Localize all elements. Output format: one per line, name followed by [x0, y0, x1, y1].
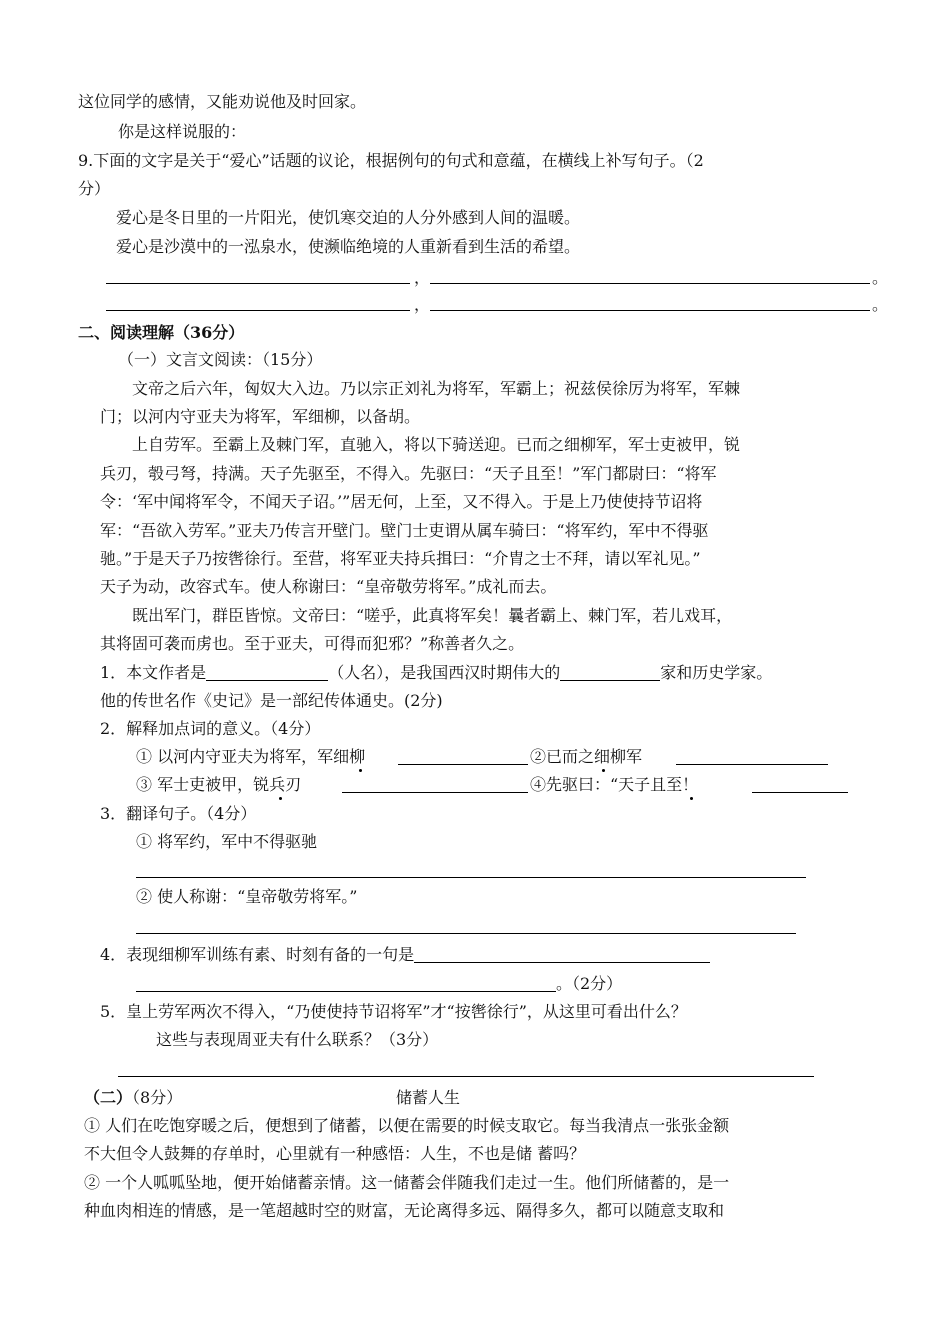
q2-item-1: ① 以河内守亚夫为将军，军细柳: [136, 747, 366, 766]
q9-period-1: 。: [872, 268, 889, 287]
passage-p2-line-4: 军：“吾欲入劳军。”亚夫乃传言开壁门。壁门士吏谓从属车骑曰：“将军约，军中不得驱: [100, 521, 709, 540]
article-p2-line-2: 种血肉相连的情感，是一笔超越时空的财富，无论离得多远、隔得多久，都可以随意支取和: [84, 1201, 725, 1220]
passage-p3-line-2: 其将固可袭而虏也。至于亚夫，可得而犯邪？”称善者久之。: [100, 634, 525, 653]
q4-prompt: [100, 943, 710, 967]
q2-title: 2．解释加点词的意义。（4分）: [100, 719, 321, 738]
q5-answer[interactable]: [118, 1076, 814, 1077]
emphasis-dot-2: [602, 769, 605, 772]
q4-answer-1[interactable]: [414, 944, 710, 963]
part-2-label: （二）: [84, 1088, 133, 1107]
article-p1-line-1: ① 人们在吃饱穿暖之后，便想到了储蓄，以便在需要的时候支取它。每当我清点一张张金额: [84, 1116, 730, 1135]
q3-answer-1[interactable]: [136, 877, 806, 878]
article-title: 储蓄人生: [396, 1088, 461, 1107]
passage-p1-line-1: 文帝之后六年，匈奴大入边。乃以宗正刘礼为将军，军霸上；祝兹侯徐厉为将军，军棘: [132, 379, 741, 398]
article-p2-line-1: ② 一个人呱呱坠地，便开始储蓄亲情。这一储蓄会伴随我们走过一生。他们所储蓄的，是一: [84, 1173, 730, 1192]
emphasis-dot-4: [690, 797, 693, 800]
article-p1-line-2: 不大但令人鼓舞的存单时，心里就有一种感悟：人生，不也是储 蓄吗？: [84, 1144, 586, 1163]
q1-suffix: 家和历史学家。: [660, 663, 773, 682]
q9-example-2: 爱心是沙漠中的一泓泉水，使濒临绝境的人重新看到生活的希望。: [116, 237, 581, 256]
top-line-2: 你是这样说服的：: [118, 122, 247, 141]
q3-answer-2[interactable]: [136, 933, 796, 934]
q9-period-2: 。: [872, 295, 889, 314]
passage-p2-line-6: 天子为动，改容式车。使人称谢曰：“皇帝敬劳将军。”成礼而去。: [100, 577, 557, 596]
q2-answer-1[interactable]: [398, 764, 528, 765]
passage-p2-line-5: 驰。”于是天子乃按辔徐行。至营，将军亚夫持兵揖曰：“介胄之士不拜，请以军礼见。”: [100, 549, 701, 568]
top-line-1: 这位同学的感情，又能劝说他及时回家。: [78, 92, 367, 111]
q9-comma-1: ，: [414, 268, 431, 287]
q5-line-2: 这些与表现周亚夫有什么联系？（3分）: [156, 1030, 439, 1049]
part-2-score: （8分）: [132, 1088, 183, 1107]
q2-item-4: ④先驱曰：“天子且至！: [530, 775, 699, 794]
q9-answer-line-2b[interactable]: [430, 310, 870, 311]
q4-text: 4．表现细柳军训练有素、时刻有备的一句是: [100, 945, 415, 964]
q1-prefix: 1．本文作者是: [100, 663, 207, 682]
q2-answer-3[interactable]: [342, 792, 528, 793]
q1-author-blank[interactable]: [206, 662, 328, 681]
q9-example-1: 爱心是冬日里的一片阳光，使饥寒交迫的人分外感到人间的温暖。: [116, 208, 581, 227]
passage-p2-line-3: 令：‘军中闻将军令，不闻天子诏。’”居无何，上至，又不得入。于是上乃使使持节诏将: [100, 492, 703, 511]
q9-answer-line-1a[interactable]: [106, 283, 410, 284]
q1-line-1: [100, 661, 772, 685]
q1-line-2: 他的传世名作《史记》是一部纪传体通史。(2分): [100, 691, 443, 710]
q4-answer-2[interactable]: [136, 973, 556, 992]
q2-answer-4[interactable]: [752, 792, 848, 793]
q4-score: 。（2分）: [556, 974, 623, 993]
q1-profession-blank[interactable]: [560, 662, 660, 681]
passage-p2-line-1: 上自劳军。至霸上及棘门军，直驰入，将以下骑送迎。已而之细柳军，军士吏被甲，锐: [132, 435, 741, 454]
q1-middle: （人名），是我国西汉时期伟大的: [328, 663, 561, 682]
q3-item-1: ① 将军约，军中不得驱驰: [136, 832, 318, 851]
q3-item-2: ② 使人称谢：“皇帝敬劳将军。”: [136, 887, 358, 906]
passage-p2-line-2: 兵刃，彀弓弩，持满。天子先驱至，不得入。先驱曰：“天子且至！”军门都尉曰：“将军: [100, 464, 717, 483]
q4-line-2: [136, 972, 622, 996]
emphasis-dot-3: [279, 797, 282, 800]
q9-answer-line-2a[interactable]: [106, 310, 410, 311]
q3-title: 3．翻译句子。（4分）: [100, 804, 257, 823]
q2-item-2: ②已而之细柳军: [530, 747, 643, 766]
q9-answer-line-1b[interactable]: [430, 283, 870, 284]
q2-item-3: ③ 军士吏被甲，锐兵刃: [136, 775, 302, 794]
q2-answer-2[interactable]: [676, 764, 828, 765]
passage-p1-line-2: 门；以河内守亚夫为将军，军细柳，以备胡。: [100, 407, 421, 426]
passage-p3-line-1: 既出军门，群臣皆惊。文帝曰：“嗟乎，此真将军矣！曩者霸上、棘门军，若儿戏耳，: [132, 606, 733, 625]
emphasis-dot-1: [359, 769, 362, 772]
part-2-heading: [84, 1086, 182, 1110]
q9-comma-2: ，: [414, 295, 431, 314]
q9-prompt-1: 9.下面的文字是关于“爱心”话题的议论，根据例句的句式和意蕴，在横线上补写句子。（2: [78, 151, 704, 170]
q9-prompt-2: 分）: [78, 179, 111, 198]
classical-reading-title: （一）文言文阅读：（15分）: [118, 350, 323, 369]
q5-line-1: 5．皇上劳军两次不得入，“乃使使持节诏将军”才“按辔徐行”，从这里可看出什么？: [100, 1002, 687, 1021]
section-2-title: 二、阅读理解（36分）: [78, 323, 245, 342]
